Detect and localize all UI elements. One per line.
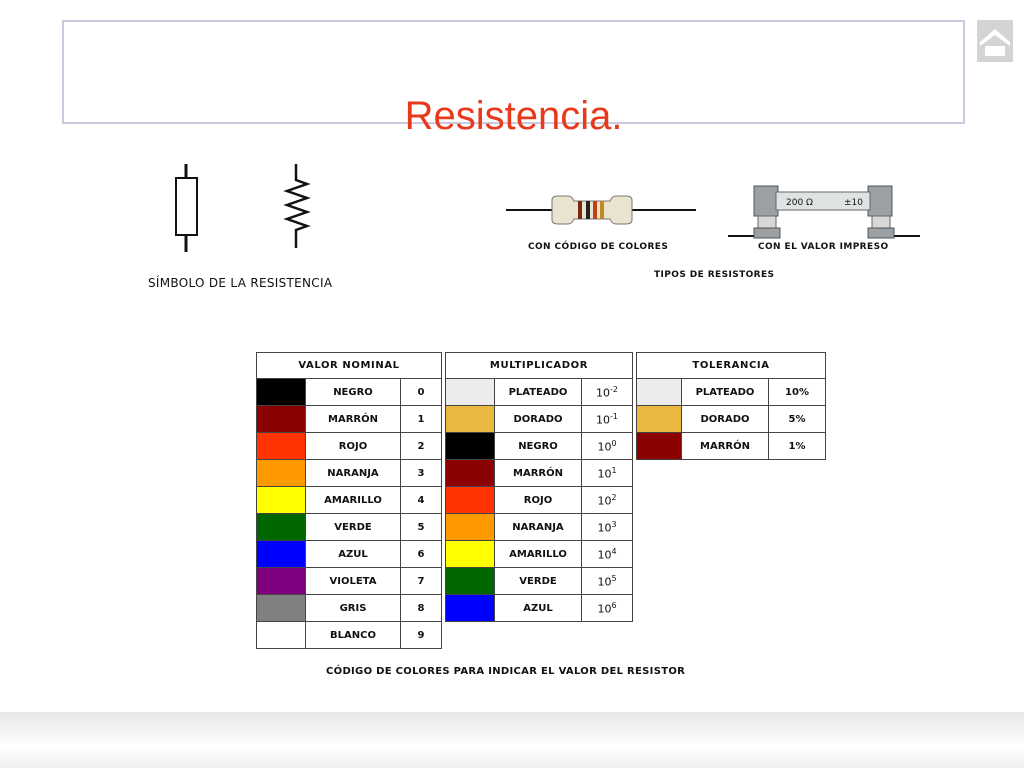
nominal-color-name: BLANCO [306, 622, 401, 649]
multiplier-color-name: VERDE [495, 568, 582, 595]
nominal-digit: 0 [401, 379, 442, 406]
multiplier-value [582, 595, 633, 622]
table-row [257, 433, 826, 460]
multiplier-color-name: NARANJA [495, 514, 582, 541]
nominal-color-name: ROJO [306, 433, 401, 460]
nominal-digit: 7 [401, 568, 442, 595]
nominal-swatch [257, 406, 306, 433]
multiplier-color-name: ROJO [495, 487, 582, 514]
multiplier-exponent: 3 [611, 519, 617, 529]
multiplier-color-name: DORADO [495, 406, 582, 433]
table-header-row [257, 353, 826, 379]
nominal-color-name: GRIS [306, 595, 401, 622]
nominal-swatch [257, 514, 306, 541]
multiplier-value [582, 460, 633, 487]
multiplier-swatch [446, 433, 495, 460]
multiplier-base: 10 [596, 413, 610, 427]
multiplier-base: 10 [597, 494, 612, 508]
nominal-digit: 9 [401, 622, 442, 649]
multiplier-exponent: 6 [611, 600, 617, 610]
tolerance-color-name: PLATEADO [682, 379, 769, 406]
multiplier-value [582, 433, 633, 460]
multiplier-exponent: 0 [611, 438, 617, 448]
multiplier-exponent: 4 [611, 546, 617, 556]
multiplier-exponent: -2 [610, 384, 618, 394]
table-row [257, 568, 826, 595]
tolerance-value: 10% [769, 379, 826, 406]
color-code-label: CON CÓDIGO DE COLORES [528, 242, 669, 252]
multiplier-exponent: 2 [611, 492, 617, 502]
nominal-color-name: VERDE [306, 514, 401, 541]
empty-cell [446, 622, 633, 649]
table-row [257, 541, 826, 568]
tolerance-color-name: MARRÓN [682, 433, 769, 460]
nominal-digit: 8 [401, 595, 442, 622]
slide-title: Resistencia. [404, 94, 623, 138]
nominal-color-name: AZUL [306, 541, 401, 568]
multiplier-swatch [446, 514, 495, 541]
multiplier-value [582, 568, 633, 595]
header-nominal: VALOR NOMINAL [257, 353, 442, 379]
empty-cell [637, 514, 826, 541]
nominal-swatch [257, 622, 306, 649]
printed-tolerance-text: ±10 [844, 198, 863, 208]
nominal-digit: 4 [401, 487, 442, 514]
multiplier-exponent: -1 [610, 411, 618, 421]
empty-cell [637, 541, 826, 568]
nominal-color-name: NEGRO [306, 379, 401, 406]
empty-cell [637, 460, 826, 487]
table-caption: CÓDIGO DE COLORES PARA INDICAR EL VALOR DEL RESISTOR [326, 666, 686, 677]
multiplier-base: 10 [597, 575, 612, 589]
table-row [257, 487, 826, 514]
resistor-box-symbol [168, 160, 208, 256]
nominal-digit: 3 [401, 460, 442, 487]
resistor-zigzag-symbol [280, 160, 316, 252]
empty-cell [637, 622, 826, 649]
nominal-digit: 1 [401, 406, 442, 433]
printed-value-text: 200 Ω [786, 198, 813, 208]
multiplier-swatch [446, 541, 495, 568]
empty-cell [637, 568, 826, 595]
nominal-swatch [257, 541, 306, 568]
multiplier-color-name: PLATEADO [495, 379, 582, 406]
footer-bar [0, 712, 1024, 768]
printed-value-resistor-image [728, 182, 920, 242]
multiplier-swatch [446, 595, 495, 622]
symbol-label: SÍMBOLO DE LA RESISTENCIA [148, 276, 333, 290]
nominal-swatch [257, 433, 306, 460]
nominal-swatch [257, 487, 306, 514]
resistor-types-caption: TIPOS DE RESISTORES [654, 270, 775, 280]
nominal-digit: 2 [401, 433, 442, 460]
table-row [257, 406, 826, 433]
header-multiplier: MULTIPLICADOR [446, 353, 633, 379]
multiplier-base: 10 [597, 467, 612, 481]
table-row [257, 514, 826, 541]
tolerance-value: 5% [769, 406, 826, 433]
multiplier-exponent: 5 [611, 573, 617, 583]
multiplier-color-name: AMARILLO [495, 541, 582, 568]
nominal-digit: 5 [401, 514, 442, 541]
empty-cell [637, 487, 826, 514]
table-row [257, 460, 826, 487]
multiplier-base: 10 [597, 440, 612, 454]
tolerance-color-name: DORADO [682, 406, 769, 433]
multiplier-base: 10 [597, 548, 612, 562]
multiplier-base: 10 [596, 386, 610, 400]
multiplier-swatch [446, 568, 495, 595]
multiplier-value [582, 514, 633, 541]
tolerance-swatch [637, 406, 682, 433]
multiplier-color-name: AZUL [495, 595, 582, 622]
nominal-swatch [257, 568, 306, 595]
table-row [257, 379, 826, 406]
multiplier-base: 10 [597, 602, 612, 616]
multiplier-swatch [446, 487, 495, 514]
nominal-color-name: VIOLETA [306, 568, 401, 595]
nominal-swatch [257, 379, 306, 406]
table-row [257, 595, 826, 622]
tolerance-swatch [637, 433, 682, 460]
nominal-swatch [257, 460, 306, 487]
nominal-color-name: NARANJA [306, 460, 401, 487]
multiplier-value [582, 487, 633, 514]
multiplier-swatch [446, 406, 495, 433]
nominal-color-name: AMARILLO [306, 487, 401, 514]
title-box [62, 20, 965, 138]
home-icon[interactable] [977, 20, 1013, 62]
multiplier-value [582, 406, 633, 433]
multiplier-color-name: NEGRO [495, 433, 582, 460]
printed-value-label: CON EL VALOR IMPRESO [758, 242, 889, 252]
color-code-table [256, 352, 826, 649]
multiplier-color-name: MARRÓN [495, 460, 582, 487]
multiplier-exponent: 1 [611, 465, 617, 475]
nominal-swatch [257, 595, 306, 622]
tolerance-swatch [637, 379, 682, 406]
color-coded-resistor-image [506, 192, 696, 228]
multiplier-value [582, 379, 633, 406]
multiplier-swatch [446, 379, 495, 406]
multiplier-value [582, 541, 633, 568]
nominal-color-name: MARRÓN [306, 406, 401, 433]
tolerance-value: 1% [769, 433, 826, 460]
empty-cell [637, 595, 826, 622]
table-row [257, 622, 826, 649]
multiplier-swatch [446, 460, 495, 487]
header-tolerance: TOLERANCIA [637, 353, 826, 379]
multiplier-base: 10 [597, 521, 612, 535]
nominal-digit: 6 [401, 541, 442, 568]
